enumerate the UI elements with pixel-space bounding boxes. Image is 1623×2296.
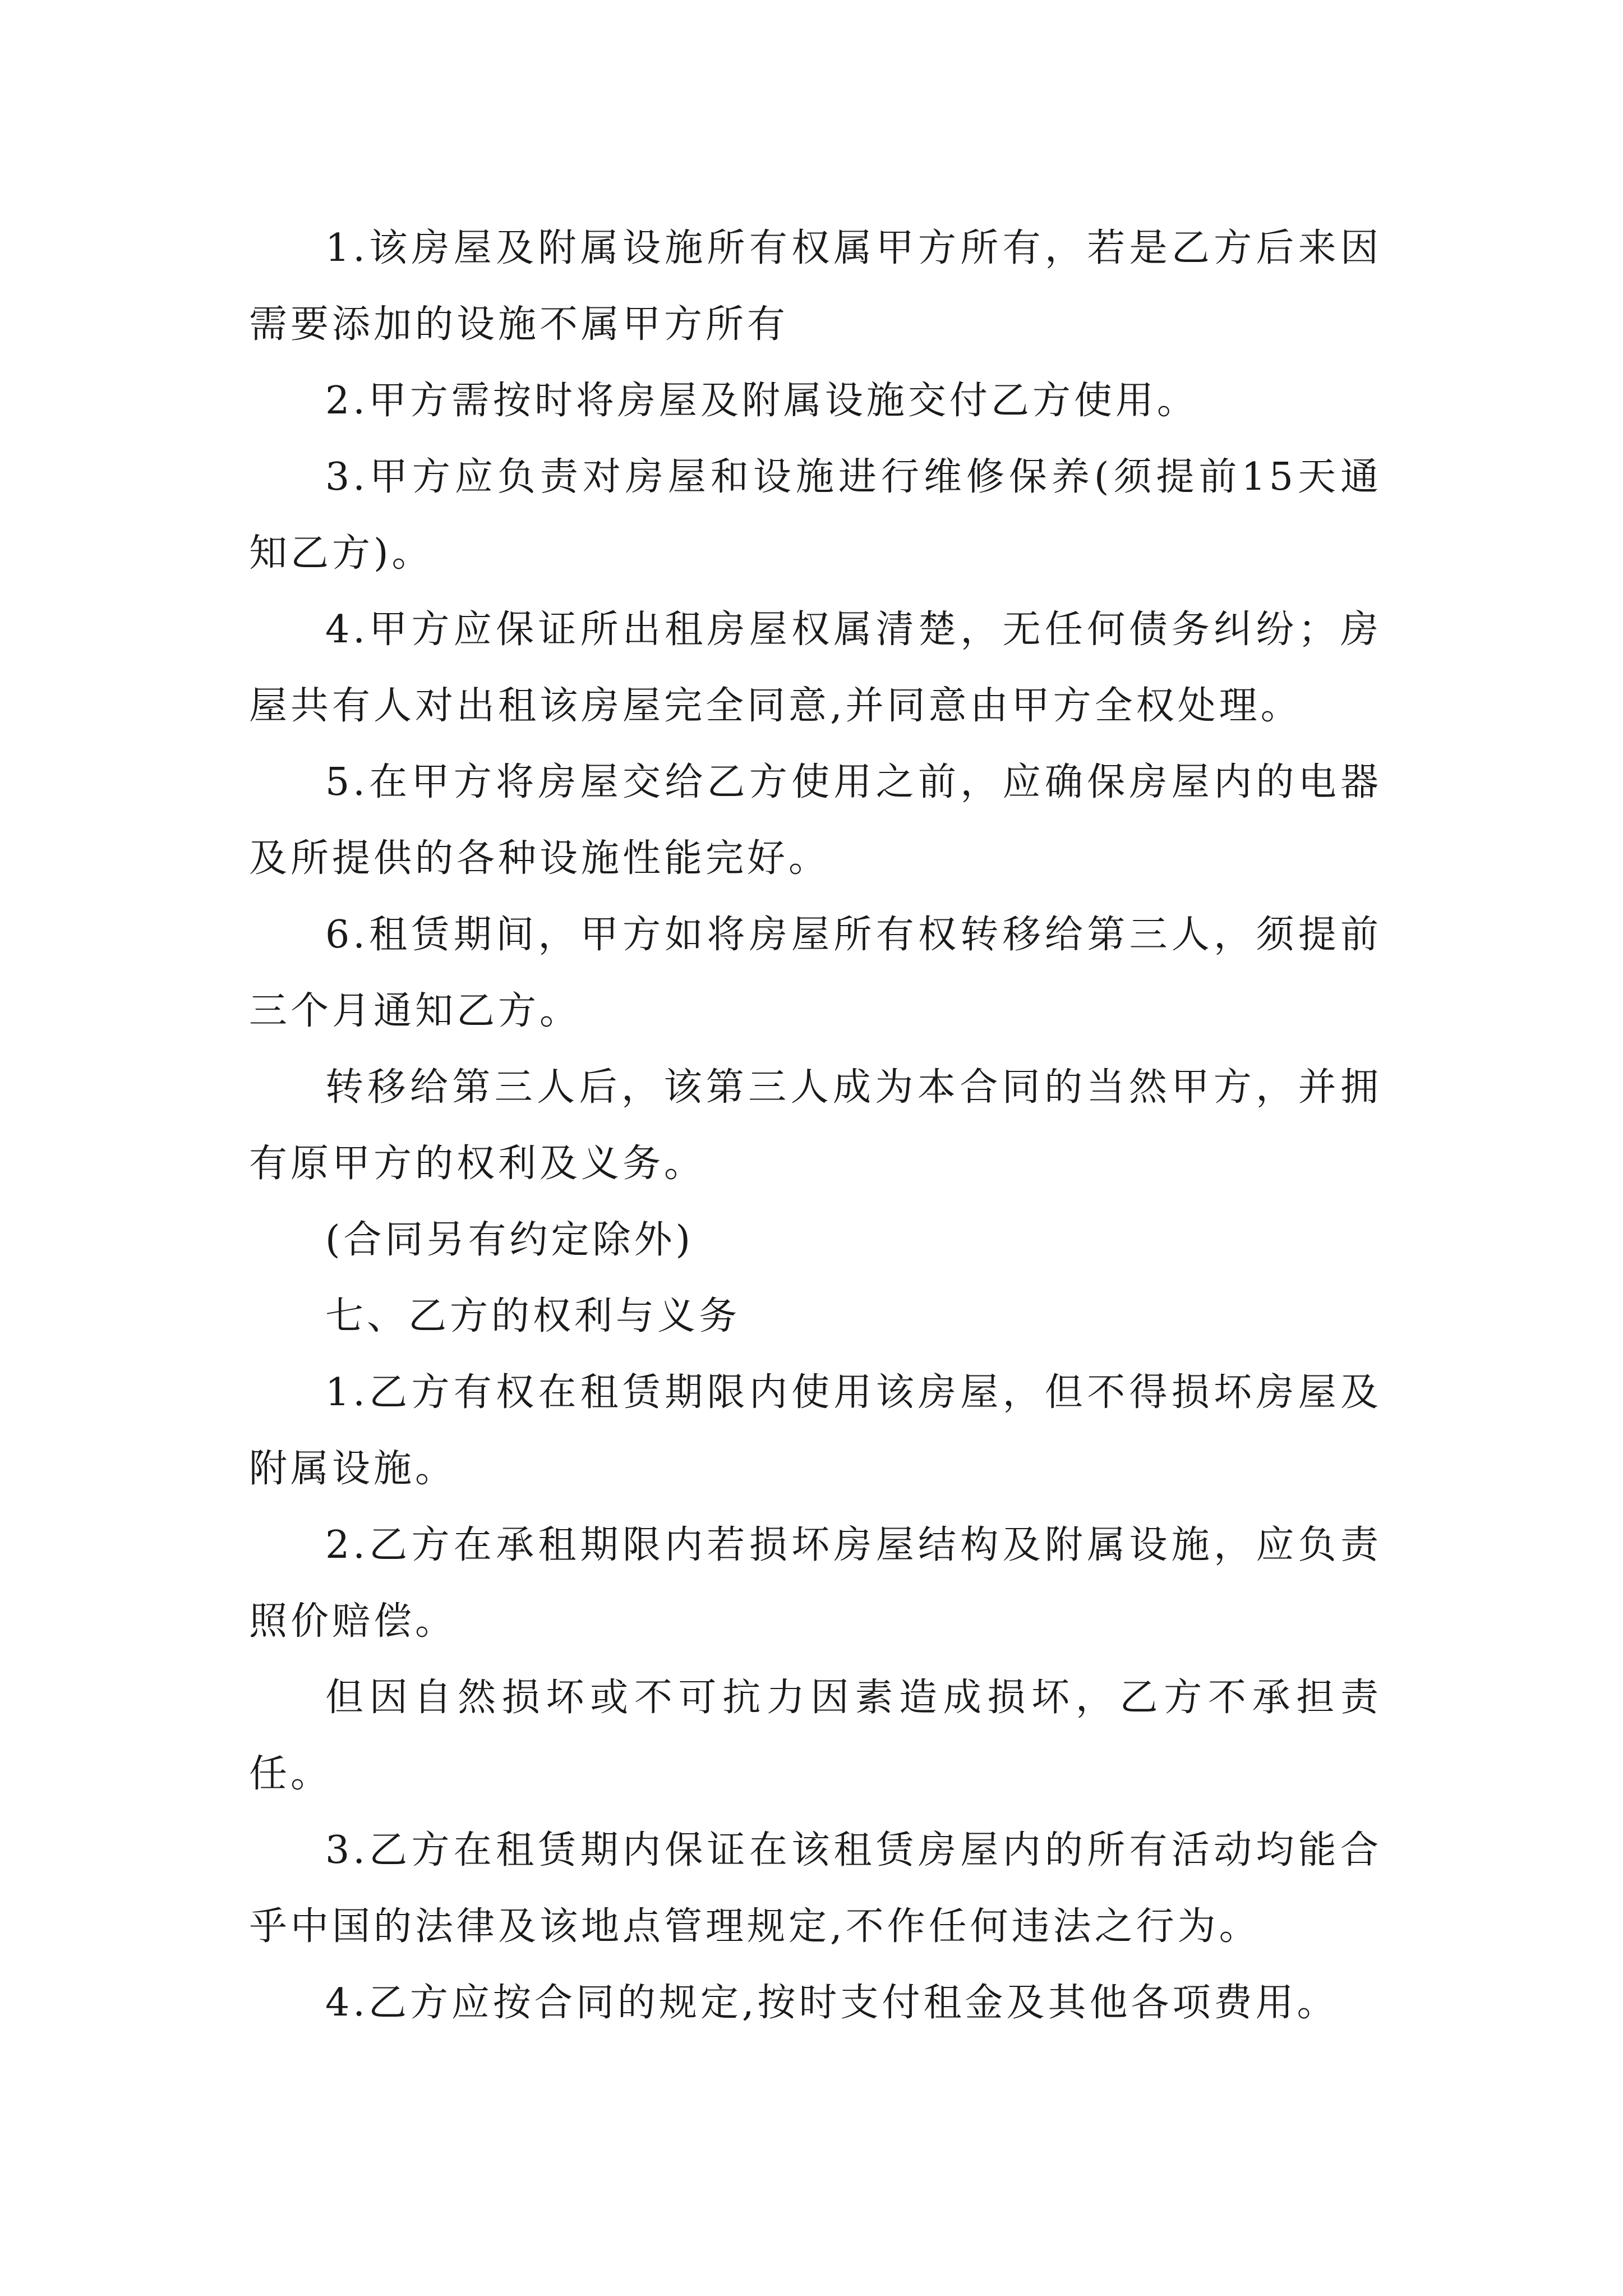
paragraph-landlord-maintenance: 3.甲方应负责对房屋和设施进行维修保养(须提前15天通知乙方)。 [249, 455, 1382, 576]
paragraph-tenant-use: 1.乙方有权在租赁期限内使用该房屋，但不得损坏房屋及附属设施。 [249, 1370, 1382, 1491]
paragraph-landlord-delivery: 2.甲方需按时将房屋及附属设施交付乙方使用。 [325, 379, 1198, 423]
paragraph-contract-exception: (合同另有约定除外) [325, 1218, 694, 1262]
paragraph-tenant-damage: 2.乙方在承租期限内若损坏房屋结构及附属设施，应负责照价赔偿。 [249, 1523, 1382, 1644]
document-body [249, 210, 1382, 2041]
paragraph-tenant-payment: 4.乙方应按合同的规定,按时支付租金及其他各项费用。 [325, 1981, 1339, 2025]
paragraph-tenant-lawful-use: 3.乙方在租赁期内保证在该租赁房屋内的所有活动均能合乎中国的法律及该地点管理规定,不作任何违法之行为。 [249, 1828, 1382, 1949]
paragraph-landlord-ownership: 1.该房屋及附属设施所有权属甲方所有，若是乙方后来因需要添加的设施不属甲方所有 [249, 226, 1382, 347]
paragraph-landlord-title-clear: 4.甲方应保证所出租房屋权属清楚，无任何债务纠纷；房屋共有人对出租该房屋完全同意,并同意由甲方全权处理。 [249, 608, 1382, 728]
paragraph-force-majeure: 但因自然损坏或不可抗力因素造成损坏，乙方不承担责任。 [249, 1676, 1382, 1796]
section-heading-tenant-rights: 七、乙方的权利与义务 [325, 1294, 741, 1338]
paragraph-landlord-appliances: 5.在甲方将房屋交给乙方使用之前，应确保房屋内的电器及所提供的各种设施性能完好。 [249, 760, 1382, 881]
paragraph-ownership-transfer: 6.租赁期间，甲方如将房屋所有权转移给第三人，须提前三个月通知乙方。 [249, 913, 1382, 1033]
paragraph-transfer-successor: 转移给第三人后，该第三人成为本合同的当然甲方，并拥有原甲方的权利及义务。 [249, 1065, 1382, 1186]
